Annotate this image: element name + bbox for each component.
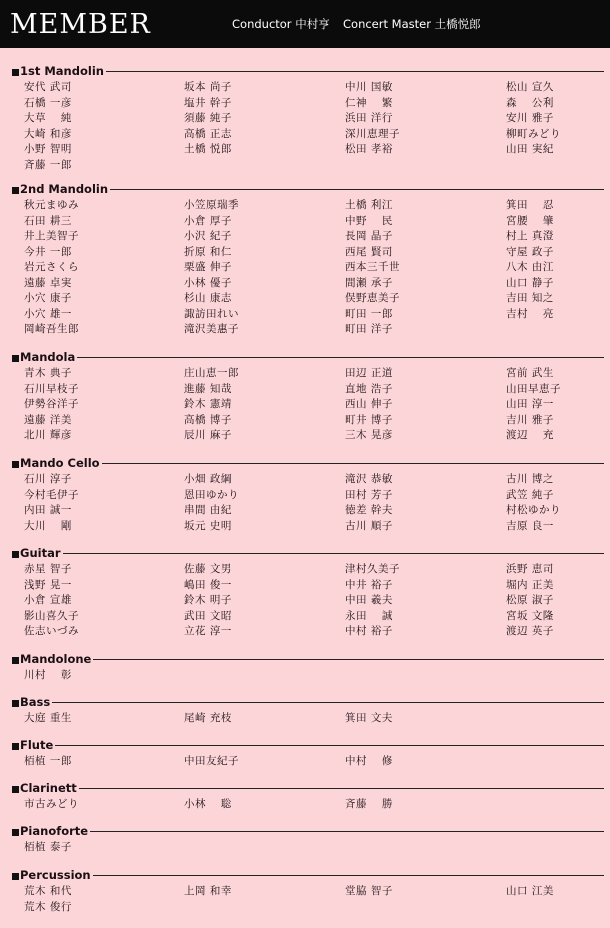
member-name: 守屋 政子: [506, 245, 554, 258]
member-name: 堂脇 智子: [345, 885, 393, 897]
member-name: 中田 羲夫: [345, 594, 393, 606]
member-name: 串間 由紀: [184, 504, 232, 516]
member-name: 渡辺 英子: [506, 625, 554, 637]
member-name: 津村久美子: [345, 563, 400, 575]
member-name: 西山 伸子: [345, 398, 393, 410]
member-name: 永田 誠: [345, 609, 393, 622]
member-name: 恩田ゆかり: [184, 488, 239, 501]
member-name: 渡辺 充: [506, 429, 554, 441]
section: [0, 738, 610, 767]
member-name: 井上美智子: [24, 230, 79, 242]
member-name: 折原 和仁: [184, 245, 232, 258]
member-name: 嶋田 俊一: [184, 578, 232, 591]
member-name: 森 公利: [506, 96, 554, 109]
member-name: 石田 耕三: [24, 214, 72, 227]
section-header: [0, 458, 610, 473]
section-header: [0, 783, 610, 798]
member-name: 西尾 賢司: [345, 245, 393, 258]
section-rule: [20, 702, 604, 703]
section-title: Mandola: [20, 350, 76, 364]
member-name: 箕田 忍: [506, 199, 554, 211]
member-name: 小笠原瑞季: [184, 199, 239, 211]
member-name: 小沢 紀子: [184, 230, 232, 242]
section-title: Clarinett: [20, 781, 77, 795]
member-name: 辰川 麻子: [184, 429, 232, 441]
member-name: 影山喜久子: [24, 609, 79, 622]
member-name: 内田 誠一: [24, 504, 72, 516]
section-rule: [20, 875, 604, 876]
member-name: 山田 淳一: [506, 398, 554, 410]
member-name: 諏訪田れい: [184, 307, 239, 320]
member-name: 西本三千世: [345, 261, 400, 273]
member-name: 栢植 泰子: [24, 841, 72, 853]
member-name: 古川 博之: [506, 473, 554, 485]
square-bullet-icon: [12, 743, 19, 750]
member-name: 吉川 雅子: [506, 413, 554, 426]
member-name: 中川 国敏: [345, 81, 393, 93]
member-name: 中村 修: [345, 755, 393, 767]
member-name: 大庭 重生: [24, 712, 72, 724]
square-bullet-icon: [12, 700, 19, 707]
member-name: 松田 孝裕: [345, 143, 393, 155]
square-bullet-icon: [12, 69, 19, 76]
member-name: 八木 由江: [506, 261, 554, 273]
section-rule: [20, 788, 604, 789]
square-bullet-icon: [12, 657, 19, 664]
member-name: 町井 博子: [345, 413, 393, 426]
member-name: 吉原 良一: [506, 519, 554, 532]
member-name: 深川恵理子: [345, 127, 400, 140]
member-name: 俣野恵美子: [345, 292, 400, 304]
member-name: 遠藤 洋美: [24, 413, 72, 426]
member-name: 田村 芳子: [345, 488, 393, 501]
section-header: [0, 352, 610, 367]
section-header: [0, 826, 610, 841]
member-name: 中村 裕子: [345, 625, 393, 637]
member-name: 青木 典子: [24, 367, 72, 379]
member-name: 栢植 一郎: [24, 755, 72, 767]
section-title: Pianoforte: [20, 824, 89, 838]
section: [0, 824, 610, 853]
section-rule: [20, 745, 604, 746]
member-name: 荒木 和代: [24, 885, 72, 897]
section: [0, 546, 610, 637]
section-title: 2nd Mandolin: [20, 182, 109, 196]
member-name: 岩元さくら: [24, 261, 79, 273]
member-name: 浅野 晃一: [24, 578, 72, 591]
section-header: [0, 870, 610, 885]
member-name: 山田早恵子: [506, 382, 561, 395]
member-name: 小倉 宣雄: [24, 594, 72, 606]
member-name: 小林 優子: [184, 276, 232, 289]
section: [0, 868, 610, 913]
header-bar: [0, 0, 610, 48]
square-bullet-icon: [12, 187, 19, 194]
member-name: 仁神 繁: [345, 96, 393, 109]
member-name: 武笠 純子: [506, 488, 554, 501]
member-name: 高橋 博子: [184, 413, 232, 426]
member-name: 立花 淳一: [184, 625, 232, 637]
member-name: 宮坂 文隆: [506, 609, 554, 622]
square-bullet-icon: [12, 873, 19, 880]
conductor-credit: Conductor 中村亨: [232, 17, 330, 31]
member-name: 庄山恵一郎: [184, 367, 239, 379]
concert-master-credit: Concert Master 土橋悦郎: [343, 17, 481, 31]
member-name: 石橋 一彦: [24, 96, 72, 109]
member-name: 石川 淳子: [24, 473, 72, 485]
member-name: 岡崎吾生郎: [24, 323, 79, 335]
member-name: 赤星 智子: [24, 563, 72, 575]
member-name: 滝沢 恭敏: [345, 473, 393, 485]
member-name: 大崎 和彦: [24, 127, 72, 140]
member-name: 中井 裕子: [345, 578, 393, 591]
member-name: 大川 剛: [24, 519, 72, 532]
section-rule: [20, 357, 604, 358]
member-name: 柳町みどり: [506, 127, 561, 140]
member-name: 鈴木 憲靖: [184, 398, 232, 410]
section: [0, 64, 610, 171]
section: [0, 652, 610, 681]
section-header: [0, 654, 610, 669]
section-rule: [20, 71, 604, 72]
member-name: 小畑 政綱: [184, 473, 232, 485]
section-header: [0, 697, 610, 712]
member-name: 箕田 文夫: [345, 712, 393, 724]
square-bullet-icon: [12, 355, 19, 362]
member-name: 長岡 晶子: [345, 230, 393, 242]
square-bullet-icon: [12, 829, 19, 836]
member-name: 町田 洋子: [345, 323, 393, 335]
member-name: 村松ゆかり: [506, 504, 561, 516]
member-name: 今村毛伊子: [24, 488, 79, 501]
member-name: 荒木 俊行: [24, 900, 72, 913]
member-name: 三木 晃彦: [345, 429, 393, 441]
member-name: 尾崎 充枝: [184, 712, 232, 724]
member-name: 進藤 知哉: [184, 382, 232, 395]
member-name: 古川 順子: [345, 519, 393, 532]
section-title: Mando Cello: [20, 456, 100, 470]
section-rule: [20, 659, 604, 660]
member-name: 伊勢谷洋子: [24, 398, 79, 410]
section: [0, 695, 610, 724]
member-name: 佐藤 文男: [184, 563, 232, 575]
square-bullet-icon: [12, 461, 19, 468]
member-name: 宮前 武生: [506, 367, 554, 379]
member-name: 山田 実紀: [506, 143, 554, 155]
member-name: 小林 聡: [184, 798, 232, 810]
member-name: 高橋 正志: [184, 127, 232, 140]
member-name: 堀内 正美: [506, 578, 554, 591]
section: [0, 182, 610, 335]
member-name: 今井 一郎: [24, 245, 72, 258]
member-name: 土橋 利江: [345, 199, 393, 211]
member-name: 杉山 康志: [184, 292, 232, 304]
member-name: 中野 民: [345, 214, 393, 227]
member-name: 滝沢美惠子: [184, 323, 239, 335]
member-name: 松原 淑子: [506, 594, 554, 606]
member-name: 村上 真澄: [506, 230, 554, 242]
section-title: Mandolone: [20, 652, 92, 666]
member-name: 吉村 亮: [506, 307, 554, 320]
section-header: [0, 184, 610, 199]
section-rule: [20, 463, 604, 464]
member-name: 秋元まゆみ: [24, 199, 79, 211]
member-name: 須藤 純子: [184, 112, 232, 124]
member-name: 町田 一郎: [345, 307, 393, 320]
member-name: 間瀬 承子: [345, 276, 393, 289]
member-name: 安川 雅子: [506, 112, 554, 124]
section-title: Flute: [20, 738, 54, 752]
member-name: 小穴 康子: [24, 292, 72, 304]
member-name: 浜田 洋行: [345, 112, 393, 124]
square-bullet-icon: [12, 786, 19, 793]
member-name: 斉藤 勝: [345, 798, 393, 810]
member-name: 松山 宣久: [506, 81, 554, 93]
member-name: 川村 彰: [24, 669, 72, 681]
member-name: 坂元 史明: [184, 519, 232, 532]
member-name: 吉田 知之: [506, 292, 554, 304]
section: [0, 781, 610, 810]
member-name: 栗盛 伸子: [184, 261, 232, 273]
member-name: 上岡 和幸: [184, 885, 232, 897]
member-name: 安代 武司: [24, 81, 72, 93]
section-header: [0, 66, 610, 81]
page-title: MEMBER: [10, 9, 151, 40]
section-rule: [20, 831, 604, 832]
section-title: Percussion: [20, 868, 91, 882]
section: [0, 456, 610, 532]
member-name: 中田友紀子: [184, 755, 239, 767]
square-bullet-icon: [12, 551, 19, 558]
member-name: 土橋 悦郎: [184, 143, 232, 155]
member-name: 小穴 雄一: [24, 307, 72, 320]
member-name: 山口 静子: [506, 276, 554, 289]
member-name: 遠藤 卓実: [24, 276, 72, 289]
section: [0, 350, 610, 441]
member-name: 武田 文昭: [184, 609, 232, 622]
section-title: 1st Mandolin: [20, 64, 104, 78]
member-name: 市古みどり: [24, 798, 79, 810]
member-name: 浜野 恵司: [506, 563, 554, 575]
member-name: 小倉 厚子: [184, 214, 232, 227]
member-name: 宮腰 肇: [506, 214, 554, 227]
member-name: 大草 純: [24, 112, 72, 124]
member-name: 鈴木 明子: [184, 594, 232, 606]
member-name: 直地 浩子: [345, 382, 393, 395]
member-name: 塩井 幹子: [184, 96, 232, 109]
member-name: 徳差 幹夫: [345, 504, 393, 516]
member-name: 小野 智明: [24, 143, 72, 155]
section-title: Bass: [20, 695, 51, 709]
member-name: 石川早枝子: [24, 382, 79, 395]
section-header: [0, 740, 610, 755]
section-title: Guitar: [20, 546, 61, 560]
member-name: 斉藤 一郎: [24, 158, 72, 171]
member-name: 山口 江美: [506, 885, 554, 897]
member-name: 佐志いづみ: [24, 625, 79, 637]
member-name: 北川 輝彦: [24, 429, 72, 441]
member-name: 田辺 正道: [345, 367, 393, 379]
section-header: [0, 548, 610, 563]
section-rule: [20, 553, 604, 554]
member-name: 坂本 尚子: [184, 81, 232, 93]
